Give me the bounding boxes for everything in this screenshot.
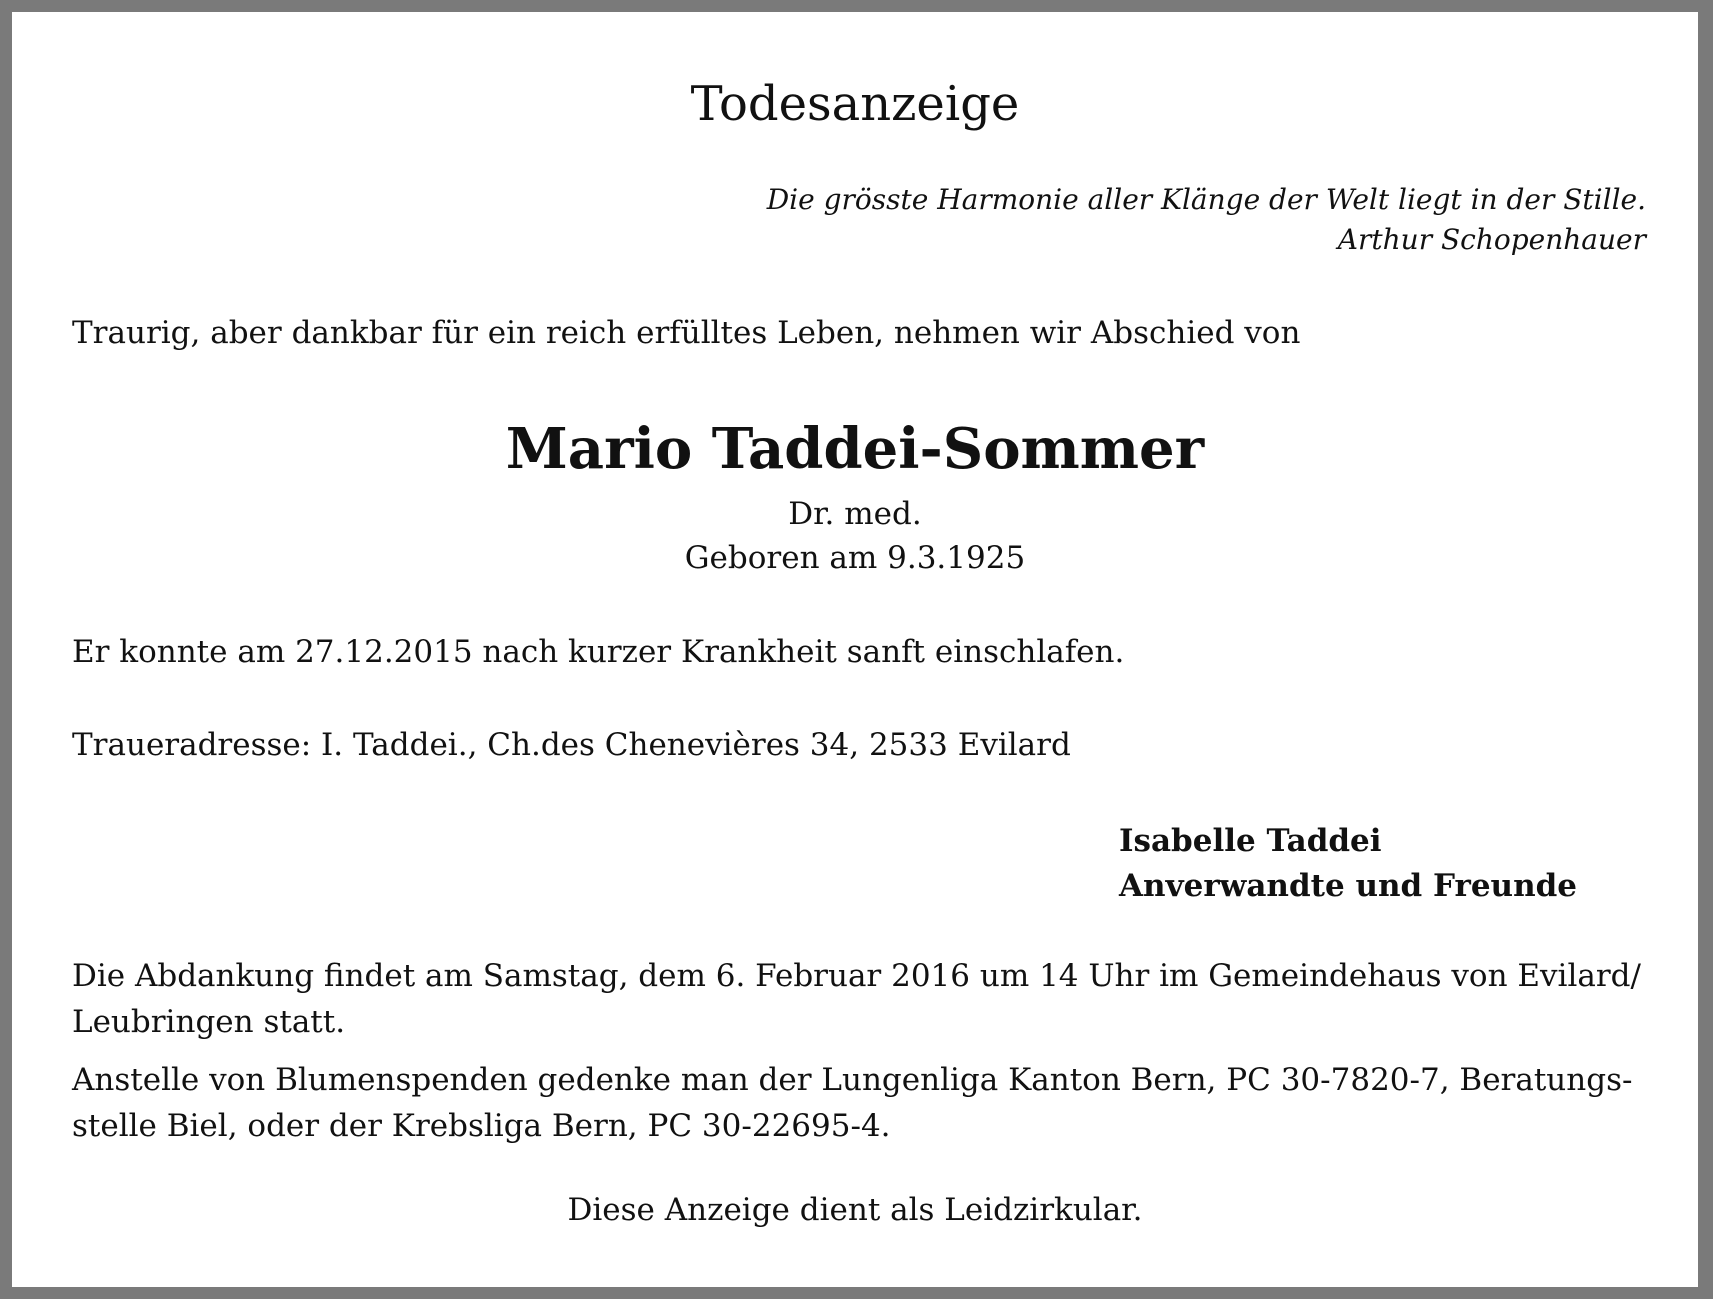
signer-name: Anverwandte und Freunde [1119, 868, 1578, 904]
quote-text: Die grösste Harmonie aller Klänge der Welt liegt in der Stille. [766, 183, 1646, 216]
deceased-name: Mario Taddei-Sommer [505, 416, 1205, 482]
service-info [72, 953, 1652, 1045]
quote-author: Arthur Schopenhauer [1337, 223, 1646, 256]
service-line: Leubringen statt. [72, 1004, 346, 1040]
intro-text: Traurig, aber dankbar für ein reich erfülltes Leben, nehmen wir Abschied von [72, 315, 1301, 351]
donation-line: Anstelle von Blumenspenden gedenke man der Lungenliga Kanton Bern, PC 30-7820-7, Beratungs- [72, 1062, 1633, 1098]
donation-info [72, 1057, 1652, 1149]
death-statement: Er konnte am 27.12.2015 nach kurzer Krankheit sanft einschlafen. [72, 634, 1125, 670]
signers-block [1119, 819, 1577, 909]
birth-date: Geboren am 9.3.1925 [684, 540, 1026, 576]
deceased-title: Dr. med. [788, 496, 922, 532]
donation-line: stelle Biel, oder der Krebsliga Bern, PC 30-22695-4. [72, 1108, 891, 1144]
service-line: Die Abdankung findet am Samstag, dem 6. Februar 2016 um 14 Uhr im Gemeindehaus von Evilard/ [72, 958, 1641, 994]
epigraph-quote [767, 180, 1646, 260]
notice-page [12, 12, 1698, 1287]
notice-heading: Todesanzeige [690, 76, 1020, 132]
footer-note: Diese Anzeige dient als Leidzirkular. [567, 1192, 1143, 1228]
signer-name: Isabelle Taddei [1119, 823, 1382, 859]
mourning-address: Traueradresse: I. Taddei., Ch.des Chenevières 34, 2533 Evilard [72, 727, 1071, 763]
